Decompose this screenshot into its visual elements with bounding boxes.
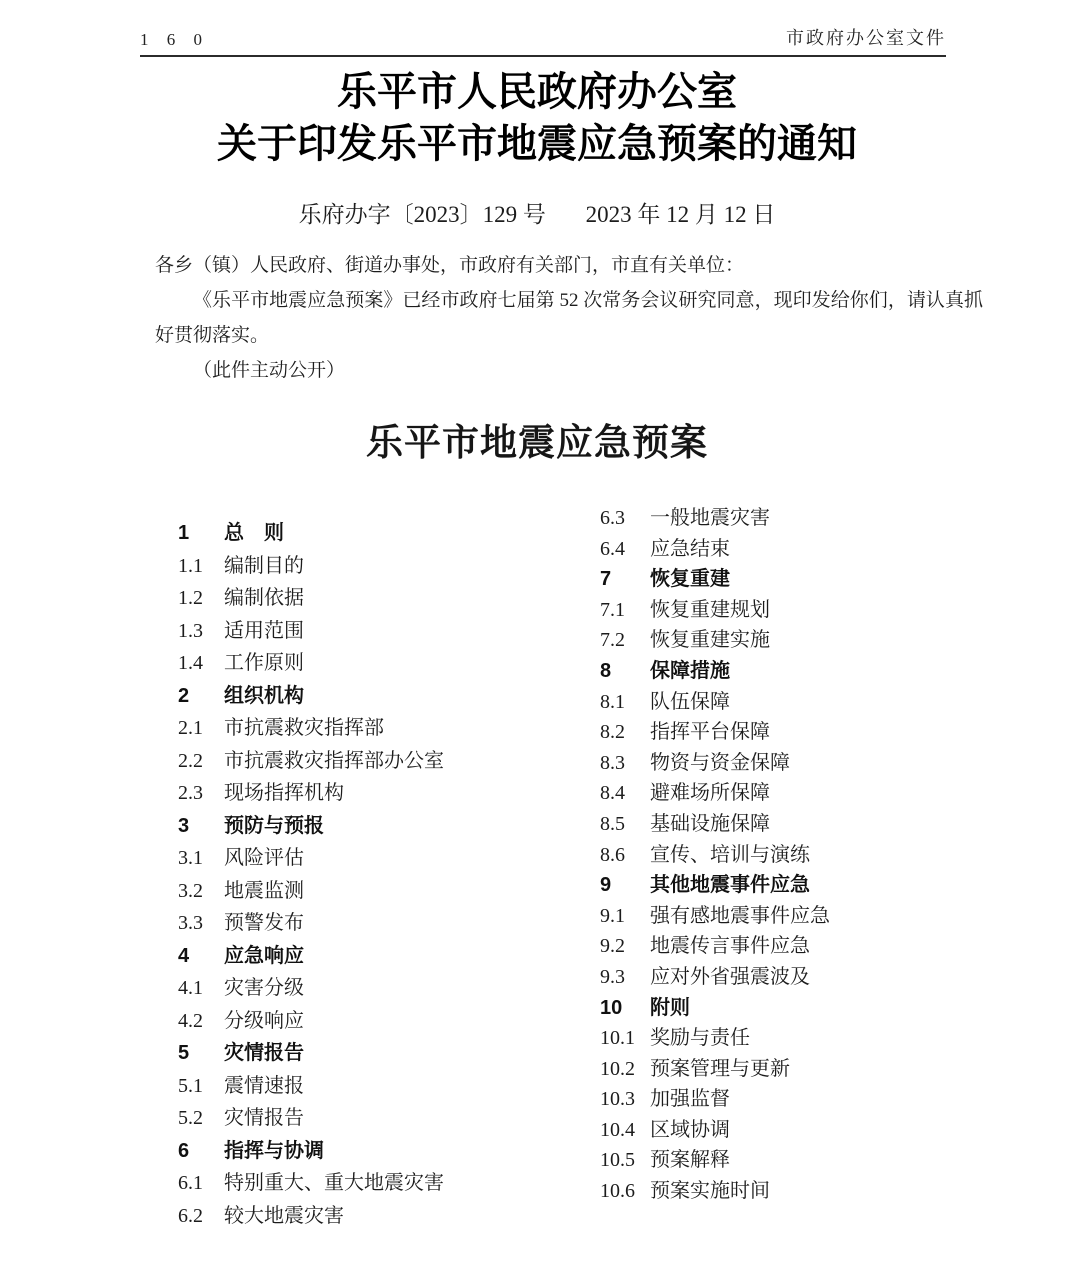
toc-item-number: 1 (178, 522, 190, 544)
toc-entry-row (178, 615, 444, 648)
toc-item-label: 适用范围 (224, 619, 304, 642)
toc-item-label: 现场指挥机构 (224, 782, 344, 804)
toc-item-number: 6.1 (178, 1172, 203, 1194)
toc-entry-row (178, 1005, 444, 1038)
toc-item-number: 1.4 (178, 652, 203, 674)
toc-item-label: 风险评估 (224, 847, 304, 869)
toc-item-number: 6.2 (178, 1204, 203, 1227)
toc-item-number: 10.2 (600, 1057, 635, 1080)
toc-item-number: 10 (600, 996, 623, 1019)
toc-entry-row (600, 962, 830, 993)
toc-item-number: 5.2 (178, 1107, 203, 1129)
toc-item-number: 4.2 (178, 1009, 203, 1032)
plan-title: 乐平市地震应急预案 (366, 422, 708, 463)
toc-item-number: 8.5 (600, 812, 625, 835)
toc-item-number: 9.3 (600, 965, 625, 988)
toc-item-number: 10.3 (600, 1088, 635, 1111)
toc-item-label: 应急结束 (650, 537, 730, 560)
toc-item-number: 8.6 (600, 843, 625, 866)
toc-item-number: 3.1 (178, 847, 203, 869)
toc-item-label: 编制依据 (224, 587, 304, 609)
toc-column-left (178, 517, 444, 1232)
toc-item-label: 保障措施 (650, 659, 730, 682)
toc-item-number: 6.4 (600, 537, 625, 560)
notice-title-line1: 乐平市人民政府办公室 (337, 69, 737, 114)
toc-item-label: 灾情报告 (224, 1042, 304, 1064)
toc-item-label: 附则 (650, 996, 690, 1019)
toc-item-number: 1.3 (178, 619, 203, 642)
toc-chapter-row (178, 1037, 444, 1070)
toc-item-number: 3 (178, 814, 190, 837)
notice-title (0, 66, 1074, 170)
toc-entry-row (178, 842, 444, 875)
toc-item-label: 预案解释 (650, 1149, 730, 1172)
toc-entry-row (178, 1070, 444, 1103)
toc-item-number: 10.1 (600, 1027, 635, 1050)
header-category-label: 市政府办公室文件 (786, 28, 946, 48)
toc-item-label: 基础设施保障 (650, 812, 770, 835)
toc-item-label: 分级响应 (224, 1009, 304, 1032)
toc-item-number: 3.2 (178, 879, 203, 902)
toc-item-number: 8.2 (600, 721, 625, 744)
toc-chapter-row (600, 656, 830, 687)
toc-item-label: 特别重大、重大地震灾害 (224, 1172, 444, 1194)
toc-entry-row (178, 647, 444, 680)
toc-item-number: 8.1 (600, 690, 625, 713)
toc-entry-row (178, 777, 444, 810)
toc-entry-row (600, 687, 830, 718)
toc-item-label: 总 则 (224, 522, 284, 544)
toc-item-label: 指挥与协调 (224, 1139, 324, 1162)
document-number: 乐府办字〔2023〕129 号 (298, 202, 546, 227)
document-date: 2023 年 12 月 12 日 (585, 202, 776, 227)
toc-entry-row (178, 972, 444, 1005)
toc-entry-row (600, 748, 830, 779)
document-meta (0, 196, 1074, 229)
toc-entry-row (600, 1054, 830, 1085)
toc-item-label: 区域协调 (650, 1118, 730, 1141)
toc-item-label: 宣传、培训与演练 (650, 843, 810, 866)
toc-item-label: 组织机构 (224, 684, 304, 707)
toc-item-label: 应急响应 (224, 944, 304, 967)
toc-entry-row (600, 503, 830, 534)
toc-item-number: 5 (178, 1042, 190, 1064)
toc-entry-row (600, 1084, 830, 1115)
toc-chapter-row (600, 870, 830, 901)
toc-item-number: 9.1 (600, 904, 625, 927)
toc-item-number: 7 (600, 568, 612, 591)
toc-item-label: 市抗震救灾指挥部办公室 (224, 749, 444, 772)
disclosure-note: （此件主动公开） (193, 360, 346, 381)
toc-item-label: 地震传言事件应急 (650, 935, 810, 958)
toc-item-number: 4 (178, 944, 190, 967)
toc-item-number: 8.4 (600, 782, 625, 805)
notice-body (155, 248, 983, 388)
toc-item-label: 灾害分级 (224, 977, 304, 999)
body-paragraph: 《乐平市地震应急预案》已经市政府七届第 52 次常务会议研究同意，现印发给你们，请认真抓好贯彻落实。 (155, 290, 983, 346)
toc-chapter-row (178, 680, 444, 713)
toc-entry-row (600, 717, 830, 748)
toc-item-label: 预案管理与更新 (650, 1057, 790, 1080)
toc-item-label: 加强监督 (650, 1088, 730, 1111)
toc-item-label: 队伍保障 (650, 690, 730, 713)
toc-item-label: 恢复重建 (650, 568, 730, 591)
toc-entry-row (600, 840, 830, 871)
toc-item-label: 应对外省强震波及 (650, 965, 810, 988)
toc-item-label: 较大地震灾害 (224, 1204, 344, 1227)
toc-chapter-row (178, 1135, 444, 1168)
page-number: 1 6 0 (140, 30, 209, 49)
toc-item-number: 1.1 (178, 554, 203, 577)
toc-item-label: 恢复重建规划 (650, 598, 770, 621)
toc-item-number: 10.6 (600, 1180, 635, 1203)
toc-chapter-row (178, 940, 444, 973)
notice-title-line2: 关于印发乐平市地震应急预案的通知 (217, 121, 857, 166)
toc-item-number: 2.2 (178, 749, 203, 772)
toc-item-label: 预警发布 (224, 912, 304, 934)
toc-item-label: 一般地震灾害 (650, 507, 770, 529)
toc-item-label: 避难场所保障 (650, 782, 770, 805)
toc-item-label: 编制目的 (224, 554, 304, 577)
toc-item-number: 1.2 (178, 587, 203, 609)
toc-item-number: 3.3 (178, 912, 203, 934)
toc-entry-row (178, 1167, 444, 1200)
toc-item-number: 7.1 (600, 598, 625, 621)
toc-item-label: 恢复重建实施 (650, 629, 770, 652)
toc-item-label: 强有感地震事件应急 (650, 904, 830, 927)
toc-item-number: 2 (178, 684, 190, 707)
toc-item-number: 2.3 (178, 782, 203, 804)
toc-item-label: 市抗震救灾指挥部 (224, 717, 384, 739)
toc-column-right (600, 503, 830, 1207)
toc-chapter-row (178, 810, 444, 843)
salutation: 各乡（镇）人民政府、街道办事处，市政府有关部门，市直有关单位： (155, 255, 745, 276)
toc-entry-row (178, 907, 444, 940)
toc-item-number: 6 (178, 1139, 190, 1162)
toc-item-number: 8.3 (600, 751, 625, 774)
toc-item-label: 地震监测 (224, 879, 304, 902)
toc-item-label: 工作原则 (224, 652, 304, 674)
toc-item-number: 6.3 (600, 507, 625, 529)
running-header (140, 24, 946, 57)
toc-entry-row (600, 1176, 830, 1207)
toc-entry-row (178, 582, 444, 615)
toc-item-label: 灾情报告 (224, 1107, 304, 1129)
toc-entry-row (178, 1200, 444, 1233)
toc-item-number: 10.4 (600, 1118, 635, 1141)
toc-chapter-row (600, 993, 830, 1024)
toc-entry-row (600, 625, 830, 656)
toc-entry-row (600, 1145, 830, 1176)
toc-entry-row (178, 1102, 444, 1135)
toc-entry-row (600, 595, 830, 626)
toc-item-number: 9 (600, 874, 612, 897)
toc-entry-row (600, 1023, 830, 1054)
toc-item-number: 5.1 (178, 1074, 203, 1097)
toc-entry-row (178, 745, 444, 778)
toc-entry-row (600, 901, 830, 932)
toc-item-label: 预案实施时间 (650, 1180, 770, 1203)
toc-entry-row (178, 875, 444, 908)
toc-item-label: 指挥平台保障 (650, 721, 770, 744)
toc-item-label: 预防与预报 (224, 814, 324, 837)
toc-item-number: 9.2 (600, 935, 625, 958)
toc-item-label: 震情速报 (224, 1074, 304, 1097)
toc-entry-row (600, 1115, 830, 1146)
toc-entry-row (600, 931, 830, 962)
toc-chapter-row (600, 564, 830, 595)
toc-item-label: 其他地震事件应急 (650, 874, 810, 897)
toc-entry-row (178, 550, 444, 583)
toc-entry-row (178, 712, 444, 745)
toc-chapter-row (178, 517, 444, 550)
toc-item-number: 10.5 (600, 1149, 635, 1172)
toc-entry-row (600, 534, 830, 565)
toc-entry-row (600, 778, 830, 809)
toc-item-label: 奖励与责任 (650, 1027, 750, 1050)
toc-item-number: 7.2 (600, 629, 625, 652)
toc-item-label: 物资与资金保障 (650, 751, 790, 774)
toc-entry-row (600, 809, 830, 840)
toc-item-number: 4.1 (178, 977, 203, 999)
toc-item-number: 8 (600, 659, 612, 682)
toc-item-number: 2.1 (178, 717, 203, 739)
